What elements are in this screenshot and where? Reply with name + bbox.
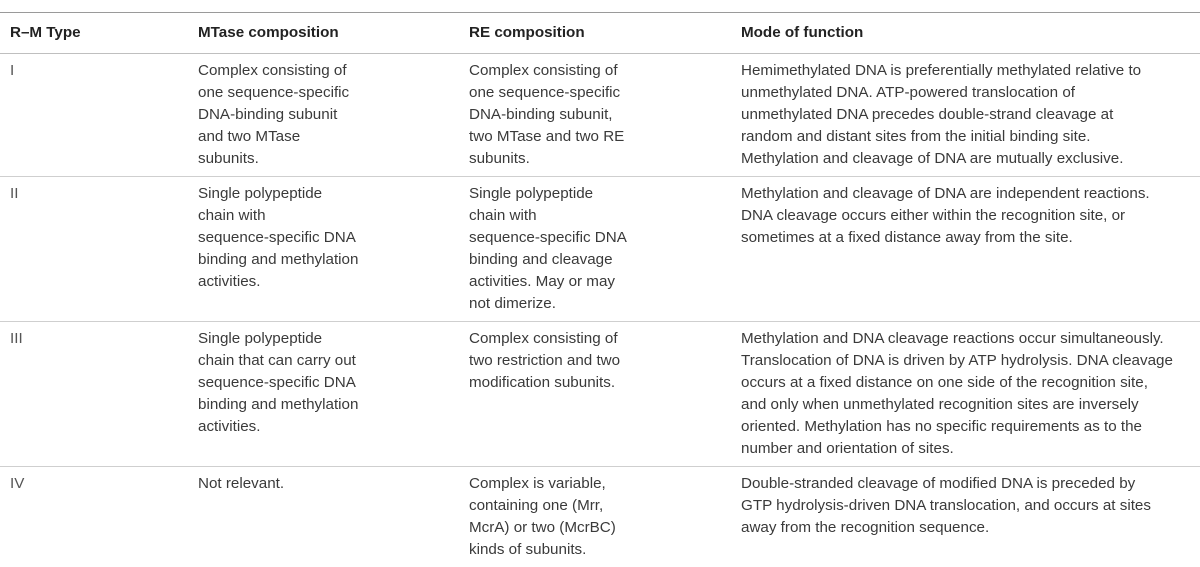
table-row [0, 467, 1200, 567]
header-rm-type: R–M Type [10, 24, 81, 41]
cell-mtase-composition: Complex consisting of one sequence-specific DNA-binding subunit and two MTase subunits. [198, 62, 350, 167]
cell-re-composition: Complex is variable, containing one (Mrr, McrA) or two (McrBC) kinds of subunits. [469, 475, 616, 558]
table-row [0, 177, 1200, 322]
cell-re-composition: Single polypeptide chain with sequence-specific DNA binding and cleavage activities. May or may not dimerize. [469, 185, 627, 312]
cell-rm-type: I [10, 62, 15, 79]
cell-mtase-composition: Not relevant. [198, 475, 285, 492]
table-header-row [0, 13, 1200, 53]
cell-mode-of-function: Double-stranded cleavage of modified DNA is preceded by GTP hydrolysis-driven DNA translocation, and occurs at sites away from the recognition sequence. [741, 475, 1151, 536]
table-row [0, 322, 1200, 467]
cell-rm-type: II [10, 185, 19, 202]
table-row [0, 54, 1200, 177]
cell-mode-of-function: Methylation and cleavage of DNA are independent reactions. DNA cleavage occurs either within the recognition site, or sometimes at a fixed distance away from the site. [741, 185, 1150, 246]
cell-re-composition: Complex consisting of one sequence-specific DNA-binding subunit, two MTase and two RE subunits. [469, 62, 625, 167]
cell-rm-type: IV [10, 475, 25, 492]
cell-rm-type: III [10, 330, 23, 347]
header-mode-of-function: Mode of function [741, 24, 864, 41]
header-mtase-composition: MTase composition [198, 24, 339, 41]
rm-systems-table [0, 12, 1200, 567]
cell-mtase-composition: Single polypeptide chain with sequence-specific DNA binding and methylation activities. [198, 185, 359, 290]
header-re-composition: RE composition [469, 24, 585, 41]
cell-mode-of-function: Hemimethylated DNA is preferentially methylated relative to unmethylated DNA. ATP-powered translocation of unmethylated DNA precedes double-strand cleavage at random and distant sites from the initial binding site. Methylation and cleavage of DNA are mutually exclusive. [741, 62, 1142, 167]
cell-mode-of-function: Methylation and DNA cleavage reactions occur simultaneously. Translocation of DNA is driven by ATP hydrolysis. DNA cleavage occurs at a fixed distance on one side of the recognition site, and only when unmethylated recognition sites are inversely oriented. Methylation has no specific requirements as to the number and orientation of sites. [741, 330, 1173, 457]
cell-re-composition: Complex consisting of two restriction and two modification subunits. [469, 330, 621, 391]
cell-mtase-composition: Single polypeptide chain that can carry out sequence-specific DNA binding and methylation activities. [198, 330, 359, 435]
